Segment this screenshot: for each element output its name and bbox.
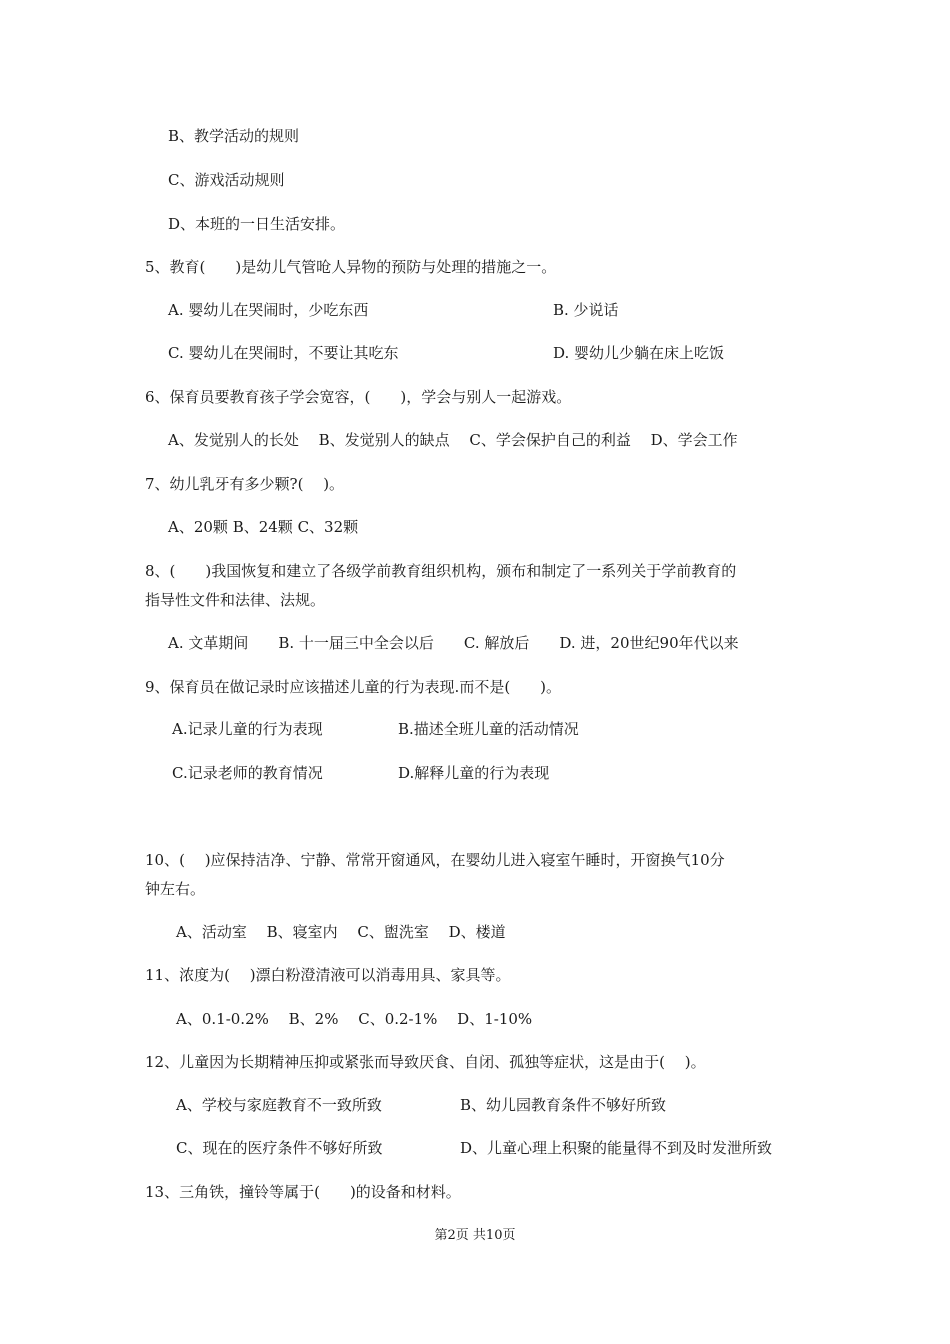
question-8-line-1: 8、( )我国恢复和建立了各级学前教育组织机构，颁布和制定了一系列关于学前教育的 (145, 562, 737, 580)
q12-option-b: B、幼儿园教育条件不够好所致 (460, 1096, 667, 1114)
q12-option-c: C、现在的医疗条件不够好所致 (176, 1139, 383, 1157)
question-7: 7、幼儿乳牙有多少颗?( )。 (145, 475, 345, 493)
question-13: 13、三角铁，撞铃等属于( )的设备和材料。 (145, 1183, 461, 1201)
question-5: 5、教育( )是幼儿气管呛人异物的预防与处理的措施之一。 (145, 258, 557, 276)
q9-option-c: C.记录老师的教育情况 (172, 764, 323, 782)
question-12: 12、儿童因为长期精神压抑或紧张而导致厌食、自闭、孤独等症状，这是由于( )。 (145, 1053, 706, 1071)
q5-option-b: B. 少说话 (553, 301, 619, 319)
q4-option-b: B、教学活动的规则 (168, 127, 300, 145)
q10-options: A、活动室 B、寝室内 C、盥洗室 D、楼道 (176, 923, 506, 941)
q12-option-d: D、儿童心理上积聚的能量得不到及时发泄所致 (460, 1139, 773, 1157)
q7-options: A、20颗 B、24颗 C、32颗 (168, 518, 359, 536)
q5-option-d: D. 婴幼儿少躺在床上吃饭 (553, 344, 725, 362)
q9-option-d: D.解释儿童的行为表现 (398, 764, 550, 782)
page-number-footer: 第2页 共10页 (434, 1228, 516, 1243)
q5-option-a: A. 婴幼儿在哭闹时，少吃东西 (168, 301, 369, 319)
question-10-line-1: 10、( )应保持洁净、宁静、常常开窗通风，在婴幼儿进入寝室午睡时，开窗换气10分 (145, 851, 725, 869)
q12-option-a: A、学校与家庭教育不一致所致 (176, 1096, 382, 1114)
question-10-line-2: 钟左右。 (145, 880, 206, 898)
q11-options: A、0.1-0.2% B、2% C、0.2-1% D、1-10% (176, 1010, 533, 1028)
q9-option-a: A.记录儿童的行为表现 (172, 720, 323, 738)
q8-options: A. 文革期间 B. 十一届三中全会以后 C. 解放后 D. 进，20世纪90年代以来 (168, 634, 739, 652)
q4-option-d: D、本班的一日生活安排。 (168, 215, 346, 233)
q9-option-b: B.描述全班儿童的活动情况 (398, 720, 579, 738)
question-6: 6、保育员要教育孩子学会宽容，( )，学会与别人一起游戏。 (145, 388, 572, 406)
q6-options: A、发觉别人的长处 B、发觉别人的缺点 C、学会保护自己的利益 D、学会工作 (168, 431, 738, 449)
q5-option-c: C. 婴幼儿在哭闹时，不要让其吃东 (168, 344, 399, 362)
question-8-line-2: 指导性文件和法律、法规。 (145, 591, 326, 609)
q4-option-c: C、游戏活动规则 (168, 171, 285, 189)
question-9: 9、保育员在做记录时应该描述儿童的行为表现.而不是( )。 (145, 678, 562, 696)
question-11: 11、浓度为( )漂白粉澄清液可以消毒用具、家具等。 (145, 966, 511, 984)
